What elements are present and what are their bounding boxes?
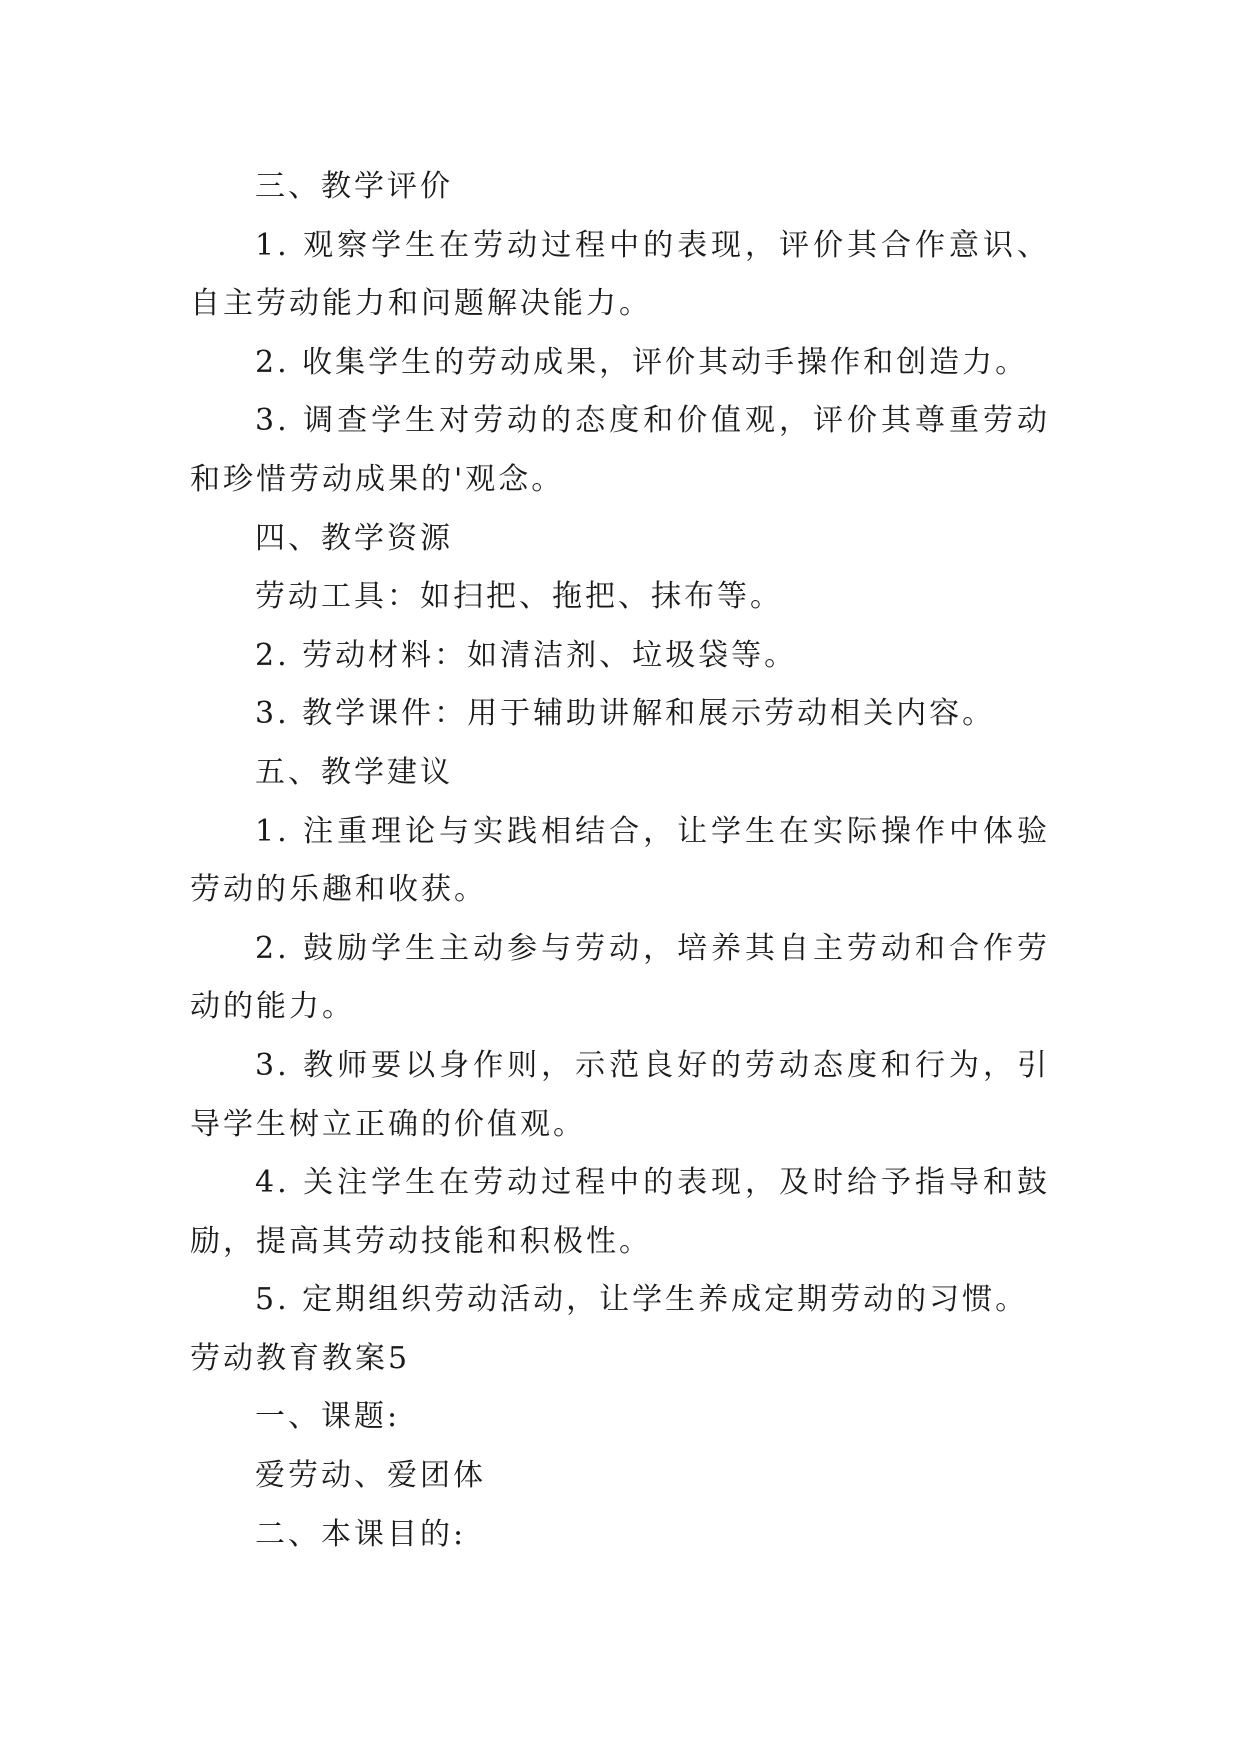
document-body	[190, 158, 1050, 1564]
section-heading-purpose: 二、本课目的:	[255, 1516, 467, 1552]
paragraph: 2. 劳动材料：如清洁剂、垃圾袋等。	[255, 637, 798, 673]
paragraph: 3. 调查学生对劳动的态度和价值观，评价其尊重劳动和珍惜劳动成果的'观念。	[190, 403, 1050, 497]
section-heading-suggestions: 五、教学建议	[255, 754, 453, 790]
document-title: 劳动教育教案5	[190, 1340, 411, 1376]
paragraph: 3. 教学课件：用于辅助讲解和展示劳动相关内容。	[255, 696, 996, 732]
section-heading-topic: 一、课题:	[255, 1399, 401, 1435]
paragraph: 劳动工具：如扫把、拖把、抹布等。	[255, 579, 783, 615]
paragraph: 2. 鼓励学生主动参与劳动，培养其自主劳动和合作劳动的能力。	[190, 930, 1050, 1025]
paragraph: 1. 注重理论与实践相结合，让学生在实际操作中体验劳动的乐趣和收获。	[190, 813, 1050, 908]
paragraph: 5. 定期组织劳动活动，让学生养成定期劳动的习惯。	[255, 1282, 1029, 1318]
paragraph: 3. 教师要以身作则，示范良好的劳动态度和行为，引导学生树立正确的价值观。	[190, 1047, 1050, 1142]
paragraph: 4. 关注学生在劳动过程中的表现，及时给予指导和鼓励，提高其劳动技能和积极性。	[190, 1165, 1050, 1259]
paragraph: 1. 观察学生在劳动过程中的表现，评价其合作意识、自主劳动能力和问题解决能力。	[190, 227, 1050, 322]
section-heading-resources: 四、教学资源	[255, 520, 453, 556]
paragraph: 2. 收集学生的劳动成果，评价其动手操作和创造力。	[255, 344, 1029, 380]
paragraph: 爱劳动、爱团体	[255, 1458, 486, 1494]
section-heading-evaluation: 三、教学评价	[255, 169, 453, 204]
